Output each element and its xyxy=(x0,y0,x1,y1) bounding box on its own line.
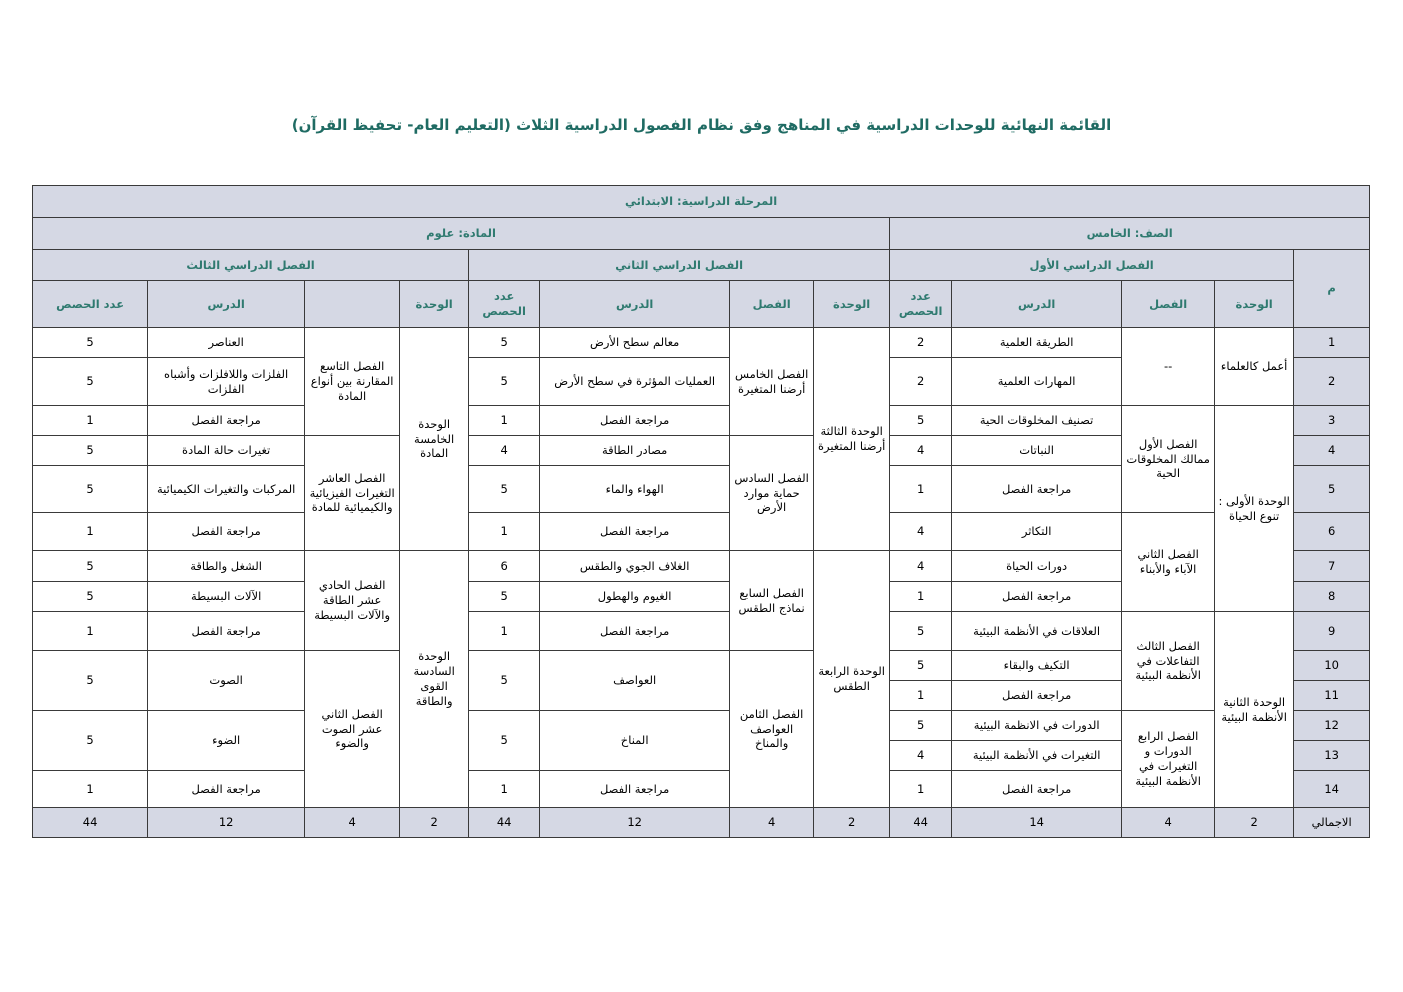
t1-periods: 5 xyxy=(890,612,952,651)
t2-chapter: الفصل الثامن العواصف والمناخ xyxy=(730,651,814,808)
t2-periods: 5 xyxy=(469,328,540,358)
row-number: 3 xyxy=(1294,406,1370,436)
t1-lesson: الدورات في الانظمة البيئية xyxy=(952,711,1122,741)
t1-lesson: المهارات العلمية xyxy=(952,358,1122,406)
row-number: 9 xyxy=(1294,612,1370,651)
t2-total-chapters: 4 xyxy=(730,808,814,838)
t3-col-unit: الوحدة xyxy=(400,281,469,328)
t1-chapter: الفصل الرابع الدورات و التغيرات في الأنظمة البيئية xyxy=(1122,711,1215,808)
t1-periods: 1 xyxy=(890,681,952,711)
t2-lesson: الغلاف الجوي والطقس xyxy=(540,551,730,582)
t3-chapter: الفصل الثاني عشر الصوت والضوء xyxy=(305,651,400,808)
t2-col-chapter: الفصل xyxy=(730,281,814,328)
t2-lesson: العمليات المؤثرة في سطح الأرض xyxy=(540,358,730,406)
total-label: الاجمالي xyxy=(1294,808,1370,838)
t1-col-unit: الوحدة xyxy=(1215,281,1294,328)
t3-periods: 1 xyxy=(33,612,148,651)
t2-unit: الوحدة الثالثة أرضنا المتغيرة xyxy=(814,328,890,551)
t2-periods: 5 xyxy=(469,711,540,771)
t3-lesson: الآلات البسيطة xyxy=(148,582,305,612)
t1-unit: أعمل كالعلماء xyxy=(1215,328,1294,406)
t2-periods: 1 xyxy=(469,771,540,808)
t3-total-chapters: 4 xyxy=(305,808,400,838)
row-number: 11 xyxy=(1294,681,1370,711)
t3-periods: 5 xyxy=(33,651,148,711)
table-row xyxy=(33,328,1370,358)
t1-lesson: التكاثر xyxy=(952,513,1122,551)
t1-total-periods: 44 xyxy=(890,808,952,838)
row-number: 6 xyxy=(1294,513,1370,551)
t1-lesson: النباتات xyxy=(952,436,1122,466)
t2-col-unit: الوحدة xyxy=(814,281,890,328)
stage-label: المرحلة الدراسية: الابتدائي xyxy=(33,186,1370,218)
t3-chapter: الفصل التاسع المقارنة بين أنواع المادة xyxy=(305,328,400,436)
term2-header: الفصل الدراسي الثاني xyxy=(469,250,890,281)
t1-periods: 5 xyxy=(890,711,952,741)
t3-lesson: العناصر xyxy=(148,328,305,358)
t1-col-lesson: الدرس xyxy=(952,281,1122,328)
t1-lesson: العلاقات في الأنظمة البيئية xyxy=(952,612,1122,651)
t3-total-lessons: 12 xyxy=(148,808,305,838)
t2-lesson: الغيوم والهطول xyxy=(540,582,730,612)
t3-lesson: مراجعة الفصل xyxy=(148,406,305,436)
t2-periods: 1 xyxy=(469,406,540,436)
t1-chapter: -- xyxy=(1122,328,1215,406)
t2-periods: 1 xyxy=(469,513,540,551)
row-number: 2 xyxy=(1294,358,1370,406)
t2-col-lesson: الدرس xyxy=(540,281,730,328)
table-row xyxy=(33,612,1370,651)
t2-lesson: المناخ xyxy=(540,711,730,771)
t2-chapter: الفصل الخامس أرضنا المتغيرة xyxy=(730,328,814,436)
t1-unit: الوحدة الثانية الأنظمة البيئية xyxy=(1215,612,1294,808)
t3-periods: 1 xyxy=(33,513,148,551)
table-row xyxy=(33,406,1370,436)
t1-periods: 5 xyxy=(890,651,952,681)
t3-total-units: 2 xyxy=(400,808,469,838)
t3-col-chapter xyxy=(305,281,400,328)
t1-periods: 5 xyxy=(890,406,952,436)
curriculum-table xyxy=(32,185,1370,838)
t2-periods: 6 xyxy=(469,551,540,582)
t3-lesson: الشغل والطاقة xyxy=(148,551,305,582)
t2-col-periods: عدد الحصص xyxy=(469,281,540,328)
table-row xyxy=(33,513,1370,551)
t2-lesson: مصادر الطاقة xyxy=(540,436,730,466)
document-title: القائمة النهائية للوحدات الدراسية في المناهج وفق نظام الفصول الدراسية الثلاث (التعليم العام- تحفيظ القرآن) xyxy=(291,116,1112,134)
t2-periods: 5 xyxy=(469,582,540,612)
t3-periods: 5 xyxy=(33,582,148,612)
t1-periods: 2 xyxy=(890,358,952,406)
row-number: 12 xyxy=(1294,711,1370,741)
t3-lesson: الفلزات واللافلزات وأشباه الفلزات xyxy=(148,358,305,406)
t1-total-units: 2 xyxy=(1215,808,1294,838)
table-row xyxy=(33,711,1370,741)
t1-chapter: الفصل الثالث التفاعلات في الأنظمة البيئية xyxy=(1122,612,1215,711)
t2-total-lessons: 12 xyxy=(540,808,730,838)
row-number: 7 xyxy=(1294,551,1370,582)
t2-unit: الوحدة الرابعة الطقس xyxy=(814,551,890,808)
t2-total-periods: 44 xyxy=(469,808,540,838)
subject-label: المادة: علوم xyxy=(33,218,890,250)
t3-lesson: الضوء xyxy=(148,711,305,771)
t3-periods: 5 xyxy=(33,711,148,771)
row-number: 14 xyxy=(1294,771,1370,808)
t1-periods: 1 xyxy=(890,582,952,612)
t1-lesson: مراجعة الفصل xyxy=(952,771,1122,808)
t2-lesson: مراجعة الفصل xyxy=(540,771,730,808)
t1-unit: الوحدة الأولى : تنوع الحياة xyxy=(1215,406,1294,612)
t2-periods: 1 xyxy=(469,612,540,651)
t1-lesson: مراجعة الفصل xyxy=(952,681,1122,711)
t3-periods: 5 xyxy=(33,328,148,358)
t2-lesson: مراجعة الفصل xyxy=(540,513,730,551)
t1-periods: 4 xyxy=(890,513,952,551)
t3-periods: 5 xyxy=(33,466,148,513)
row-number: 5 xyxy=(1294,466,1370,513)
t3-lesson: تغيرات حالة المادة xyxy=(148,436,305,466)
t1-col-chapter: الفصل xyxy=(1122,281,1215,328)
totals-row xyxy=(33,808,1370,838)
t2-chapter: الفصل السابع نماذج الطقس xyxy=(730,551,814,651)
t1-lesson: تصنيف المخلوقات الحية xyxy=(952,406,1122,436)
t2-lesson: مراجعة الفصل xyxy=(540,406,730,436)
t3-lesson: المركبات والتغيرات الكيميائية xyxy=(148,466,305,513)
row-number: 13 xyxy=(1294,741,1370,771)
t2-periods: 5 xyxy=(469,358,540,406)
t2-periods: 4 xyxy=(469,436,540,466)
row-number: 10 xyxy=(1294,651,1370,681)
t1-periods: 4 xyxy=(890,436,952,466)
t3-total-periods: 44 xyxy=(33,808,148,838)
t1-lesson: التغيرات في الأنظمة البيئية xyxy=(952,741,1122,771)
col-header-num: م xyxy=(1294,250,1370,328)
t1-periods: 1 xyxy=(890,771,952,808)
t3-lesson: مراجعة الفصل xyxy=(148,513,305,551)
t1-periods: 4 xyxy=(890,741,952,771)
t3-col-lesson: الدرس xyxy=(148,281,305,328)
t2-lesson: معالم سطح الأرض xyxy=(540,328,730,358)
t2-total-units: 2 xyxy=(814,808,890,838)
row-number: 1 xyxy=(1294,328,1370,358)
t1-lesson: دورات الحياة xyxy=(952,551,1122,582)
t3-periods: 1 xyxy=(33,771,148,808)
t1-periods: 1 xyxy=(890,466,952,513)
t3-periods: 1 xyxy=(33,406,148,436)
row-number: 4 xyxy=(1294,436,1370,466)
t1-periods: 2 xyxy=(890,328,952,358)
t1-lesson: مراجعة الفصل xyxy=(952,466,1122,513)
term1-header: الفصل الدراسي الأول xyxy=(890,250,1294,281)
t2-periods: 5 xyxy=(469,651,540,711)
grade-label: الصف: الخامس xyxy=(890,218,1370,250)
t1-periods: 4 xyxy=(890,551,952,582)
t3-unit: الوحدة السادسة القوى والطاقة xyxy=(400,551,469,808)
term3-header: الفصل الدراسي الثالث xyxy=(33,250,469,281)
t3-periods: 5 xyxy=(33,551,148,582)
t3-lesson: الصوت xyxy=(148,651,305,711)
t3-periods: 5 xyxy=(33,436,148,466)
t2-chapter: الفصل السادس حماية موارد الأرض xyxy=(730,436,814,551)
t3-unit: الوحدة الخامسة المادة xyxy=(400,328,469,551)
t1-chapter: الفصل الأول ممالك المخلوقات الحية xyxy=(1122,406,1215,513)
t1-total-chapters: 4 xyxy=(1122,808,1215,838)
row-number: 8 xyxy=(1294,582,1370,612)
t2-lesson: مراجعة الفصل xyxy=(540,612,730,651)
t3-lesson: مراجعة الفصل xyxy=(148,771,305,808)
t1-lesson: الطريقة العلمية xyxy=(952,328,1122,358)
t1-col-periods: عدد الحصص xyxy=(890,281,952,328)
t2-lesson: العواصف xyxy=(540,651,730,711)
t3-periods: 5 xyxy=(33,358,148,406)
t3-chapter: الفصل الحادي عشر الطاقة والآلات البسيطة xyxy=(305,551,400,651)
t1-lesson: التكيف والبقاء xyxy=(952,651,1122,681)
t1-chapter: الفصل الثاني الآباء والأبناء xyxy=(1122,513,1215,612)
t3-lesson: مراجعة الفصل xyxy=(148,612,305,651)
t3-col-periods: عدد الحصص xyxy=(33,281,148,328)
t3-chapter: الفصل العاشر التغيرات الفيزيائية والكيميائية للمادة xyxy=(305,436,400,551)
t2-periods: 5 xyxy=(469,466,540,513)
t1-total-lessons: 14 xyxy=(952,808,1122,838)
t1-lesson: مراجعة الفصل xyxy=(952,582,1122,612)
t2-lesson: الهواء والماء xyxy=(540,466,730,513)
